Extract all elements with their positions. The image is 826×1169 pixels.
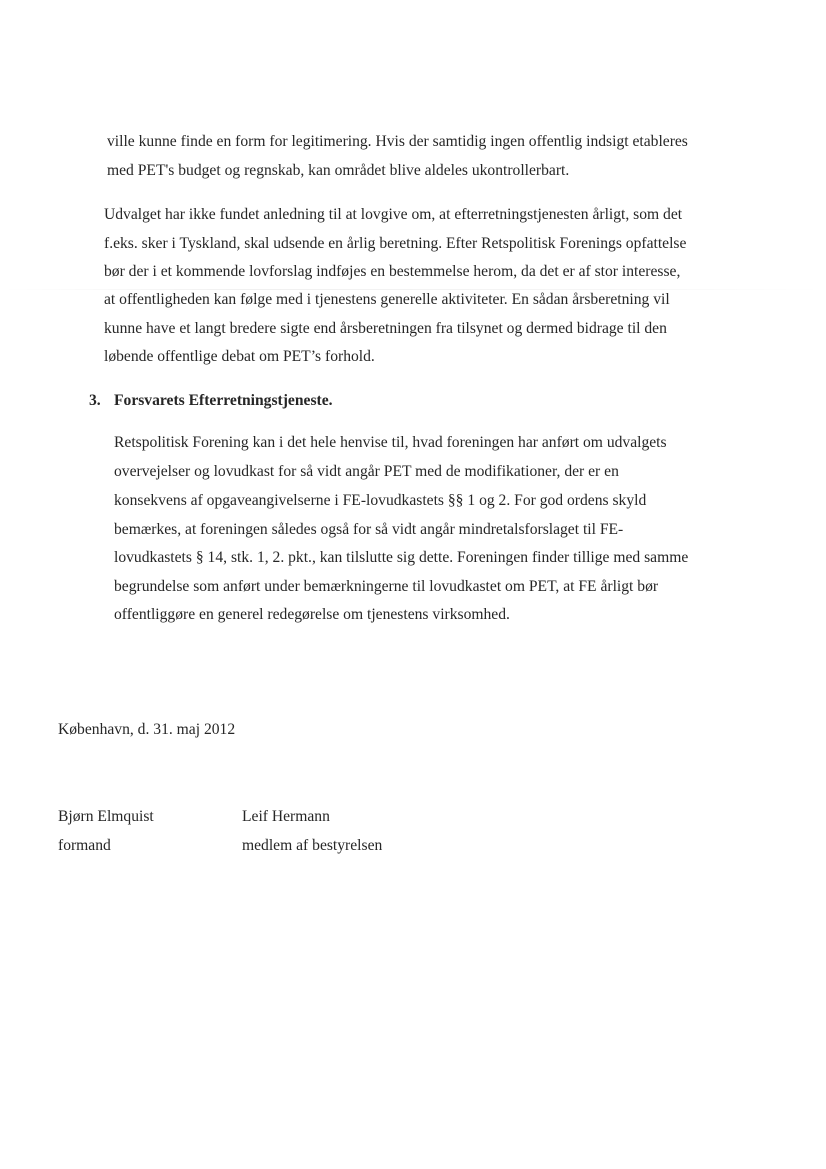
section-title: Forsvarets Efterretningstjeneste.	[114, 392, 333, 409]
signatory-name: Leif Hermann	[242, 808, 330, 825]
paragraph-line: bemærkes, at foreningen således også for så vidt angår mindretalsforslaget til FE-	[114, 521, 624, 538]
paragraph-line: ville kunne finde en form for legitimering. Hvis der samtidig ingen offentlig indsigt etableres	[107, 133, 688, 150]
paragraph-line: løbende offentlige debat om PET’s forhold.	[104, 348, 375, 365]
paragraph-line: overvejelser og lovudkast for så vidt angår PET med de modifikationer, der er en	[114, 463, 619, 480]
signatory-role: medlem af bestyrelsen	[242, 837, 383, 854]
paragraph-line: offentliggøre en generel redegørelse om tjenestens virksomhed.	[114, 606, 510, 623]
paragraph-line: Retspolitisk Forening kan i det hele henvise til, hvad foreningen har anført om udvalgets	[114, 434, 667, 451]
section-number: 3.	[89, 392, 101, 409]
paragraph-line: kunne have et langt bredere sigte end årsberetningen fra tilsynet og dermed bidrage til den	[104, 320, 667, 337]
paragraph-line: at offentligheden kan følge med i tjenestens generelle aktiviteter. En sådan årsberetning vil	[104, 291, 670, 308]
paragraph-line: begrundelse som anført under bemærkningerne til lovudkastet om PET, at FE årligt bør	[114, 578, 659, 595]
signatory-name: Bjørn Elmquist	[58, 808, 154, 825]
paragraph-line: f.eks. sker i Tyskland, skal udsende en årlig beretning. Efter Retspolitisk Forenings opfattelse	[104, 235, 687, 252]
signatory-role: formand	[58, 837, 111, 854]
paragraph-line: bør der i et kommende lovforslag indføjes en bestemmelse herom, da det er af stor interesse,	[104, 263, 681, 280]
paragraph-line: med PET's budget og regnskab, kan området blive aldeles ukontrollerbart.	[107, 162, 570, 179]
paragraph-line: konsekvens af opgaveangivelserne i FE-lovudkastets §§ 1 og 2. For god ordens skyld	[114, 492, 647, 509]
place-date: København, d. 31. maj 2012	[58, 721, 236, 738]
paragraph-line: Udvalget har ikke fundet anledning til at lovgive om, at efterretningstjenesten årligt, som det	[104, 206, 683, 223]
paragraph-line: lovudkastets § 14, stk. 1, 2. pkt., kan tilslutte sig dette. Foreningen finder tillige med samme	[114, 549, 689, 566]
